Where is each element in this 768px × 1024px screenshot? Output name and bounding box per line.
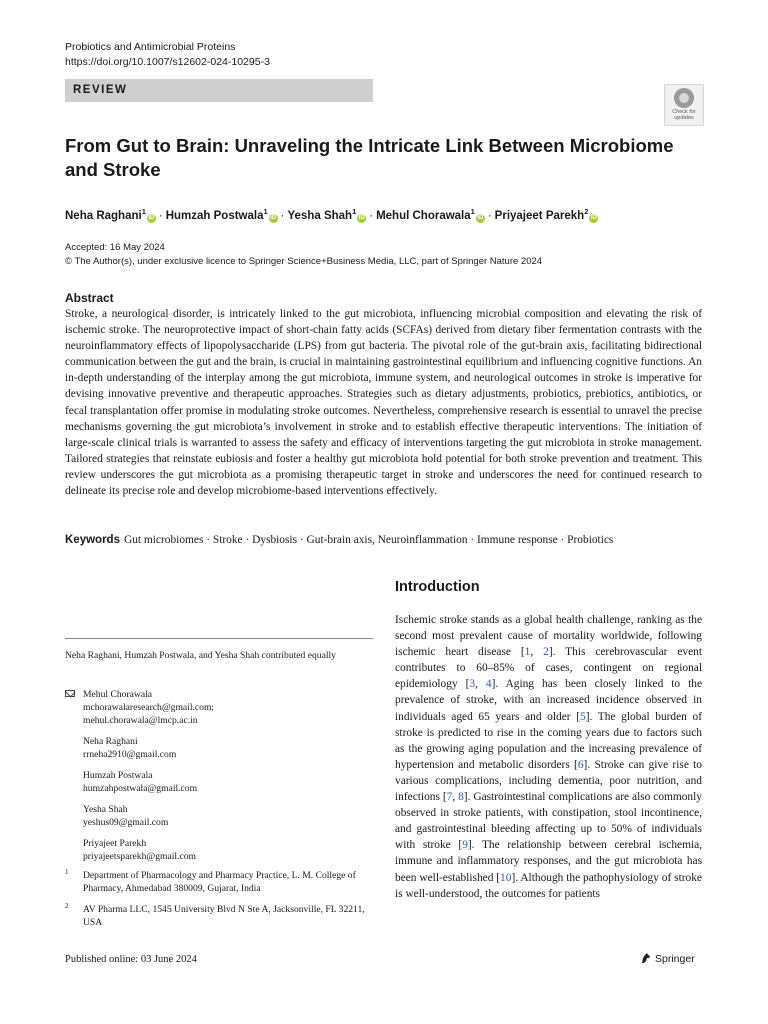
orcid-icon[interactable]: iD [477, 214, 484, 221]
affiliation-1 [65, 869, 365, 895]
contact-email[interactable]: rrneha2910@gmail.com [83, 749, 177, 760]
contact-entry [83, 837, 373, 863]
article-history [65, 241, 542, 269]
author-list [65, 204, 705, 224]
author-affiliation-mark: 1 [141, 207, 146, 216]
keywords-list: Gut microbiomes · Stroke · Dysbiosis · Gut-brain axis, Neuroinflammation · Immune response · Probiotics [123, 534, 614, 546]
contact-entry [83, 769, 373, 795]
affiliation-number: 2 [65, 902, 69, 910]
author-name[interactable]: Yesha Shah [287, 209, 353, 222]
author-separator: · [280, 209, 285, 222]
publisher-logo [640, 952, 695, 965]
citation-link[interactable]: 3 [469, 678, 476, 691]
citation-link[interactable]: 5 [580, 710, 586, 723]
keywords-label: Keywords [65, 534, 120, 546]
orcid-icon[interactable]: iD [590, 214, 597, 221]
contact-email[interactable]: humzahpostwala@gmail.com [83, 783, 198, 794]
contact-entry [83, 735, 373, 761]
author-name[interactable]: Neha Raghani [65, 209, 142, 222]
corresponding-contacts [83, 688, 373, 871]
journal-name: Probiotics and Antimicrobial Proteins [65, 41, 236, 53]
check-updates-line1: Check for [672, 109, 696, 115]
introduction-heading: Introduction [395, 579, 480, 595]
introduction-text: Ischemic stroke stands as a global health challenge, ranking as the second most prevalent cause of mortality worldwide, following ischemic heart disease [1, 2]. This cerebrovascular event contributes to 60–85% of cases, contingent on regional epidemiology [3, 4]. Aging has been closely linked to the prevalence of stroke, with an increased incidence observed in individuals aged 65 years and older [5]. The global burden of stroke is predicted to rise in the coming years due to factors such as the growing aging population and the increasing prevalence of hypertension and metabolic disorders [6]. Stroke can give rise to various complications, including dementia, poor nutrition, and infections [7, 8]. Gastrointestinal complications are also commonly observed in stroke patients, with constipation, stool incontinence, and gastrointestinal bleeding affecting up to 50% of individuals with stroke [9]. The relationship between cerebral ischemia, immune and inflammatory responses, and the gut microbiota has been well-established [10]. Although the pathophysiology of stroke is well-understood, the outcomes for patients [395, 614, 703, 900]
contact-name: Yesha Shah [83, 804, 128, 815]
article-title [65, 134, 705, 182]
check-for-updates-badge[interactable] [664, 84, 704, 126]
keywords-section [65, 533, 705, 548]
author-affiliation-mark: 1 [263, 207, 268, 216]
contact-email[interactable]: yeshus09@gmail.com [83, 817, 169, 828]
contact-email[interactable]: mehul.chorawala@lmcp.ac.in [83, 715, 198, 726]
title-line-1: From Gut to Brain: Unraveling the Intricate Link Between Microbiome [65, 135, 674, 156]
springer-horse-icon [640, 952, 652, 964]
citation-link[interactable]: 8 [458, 791, 464, 804]
citation-link[interactable]: 7 [446, 791, 453, 804]
contact-email[interactable]: priyajeetsparekh@gmail.com [83, 851, 196, 862]
journal-header [65, 40, 270, 70]
abstract-text: Stroke, a neurological disorder, is intricately linked to the gut microbiota, influencing microbial composition and elevating the risk of ischemic stroke. The neuroprotective impact of short-chain fatty acids (SCFAs) derived from dietary fiber fermentation contrasts with the neuroinflammatory effects of lipopolysaccharide (LPS) from gut bacteria. The pivotal role of the gut-brain axis, facilitating bidirectional communication between the gut and the brain, is crucial in maintaining gastrointestinal equilibrium and influencing cognitive functions. An in-depth understanding of the interplay among the gut microbiota, immune system, and neurological outcomes in stroke is imperative for devising innovative preventive and therapeutic approaches. Strategies such as dietary adjustments, probiotics, prebiotics, antibiotics, or fecal transplantation offer promise in modulating stroke outcomes. Nevertheless, comprehensive research is essential to unravel the precise mechanisms governing the gut microbiota’s involvement in stroke and to establish effective therapeutic interventions. The initiation of large-scale clinical trials is warranted to assess the safety and efficacy of interventions targeting the gut microbiota in stroke management. Tailored strategies that reinstate eubiosis and foster a healthy gut microbiota hold potential for both stroke prevention and treatment. This review underscores the gut microbiota as a promising therapeutic target in stroke and underscores the need for continued research to delineate its precise role and develop microbiome-based interventions effectively. [65, 308, 702, 498]
citation-link[interactable]: 9 [462, 839, 468, 852]
contact-entry [83, 688, 373, 727]
contact-email[interactable]: mchorawalaresearch@gmail.com; [83, 702, 215, 713]
author-separator: · [487, 209, 492, 222]
citation-link[interactable]: 4 [485, 678, 492, 691]
affiliation-number: 1 [65, 868, 69, 876]
orcid-icon[interactable]: iD [358, 214, 365, 221]
author-separator: · [369, 209, 374, 222]
contact-name: Mehul Chorawala [83, 689, 153, 700]
check-updates-line2: updates [674, 115, 694, 121]
citation-link[interactable]: 10 [500, 871, 512, 884]
affiliation-text: AV Pharma LLC, 1545 University Blvd N Ste A, Jacksonville, FL 32211, USA [83, 904, 365, 928]
abstract-heading: Abstract [65, 291, 114, 305]
citation-link[interactable]: 6 [577, 758, 584, 771]
citation-link[interactable]: 1 [524, 646, 531, 659]
section-label: REVIEW [73, 84, 128, 96]
author-separator: · [158, 209, 163, 222]
envelope-icon [65, 690, 75, 697]
section-bar [65, 79, 373, 102]
author-name[interactable]: Humzah Postwala [165, 209, 264, 222]
publisher-name: Springer [655, 953, 695, 965]
contribution-note: Neha Raghani, Humzah Postwala, and Yesha Shah contributed equally [65, 650, 336, 661]
author-name[interactable]: Priyajeet Parekh [494, 209, 585, 222]
footnote-divider [65, 638, 373, 639]
contact-name: Humzah Postwala [83, 770, 153, 781]
title-line-2: and Stroke [65, 159, 161, 180]
author-name[interactable]: Mehul Chorawala [376, 209, 471, 222]
affiliation-2 [65, 903, 365, 929]
contact-entry [83, 803, 373, 829]
affiliation-text: Department of Pharmacology and Pharmacy Practice, L. M. College of Pharmacy, Ahmedabad 380009, Gujarat, India [83, 870, 356, 894]
published-date: Published online: 03 June 2024 [65, 954, 197, 965]
orcid-icon[interactable]: iD [148, 214, 155, 221]
accepted-date: Accepted: 16 May 2024 [65, 242, 165, 253]
doi-link[interactable]: https://doi.org/10.1007/s12602-024-10295-3 [65, 56, 270, 68]
copyright-notice: © The Author(s), under exclusive licence to Springer Science+Business Media, LLC, part of Springer Nature 2024 [65, 256, 543, 267]
check-updates-icon [674, 88, 694, 108]
citation-link[interactable]: 2 [543, 646, 549, 659]
author-affiliation-mark: 1 [470, 207, 475, 216]
contact-name: Priyajeet Parekh [83, 838, 147, 849]
author-affiliation-mark: 1 [352, 207, 357, 216]
contact-name: Neha Raghani [83, 736, 138, 747]
author-affiliation-mark: 2 [584, 207, 589, 216]
orcid-icon[interactable]: iD [270, 214, 277, 221]
